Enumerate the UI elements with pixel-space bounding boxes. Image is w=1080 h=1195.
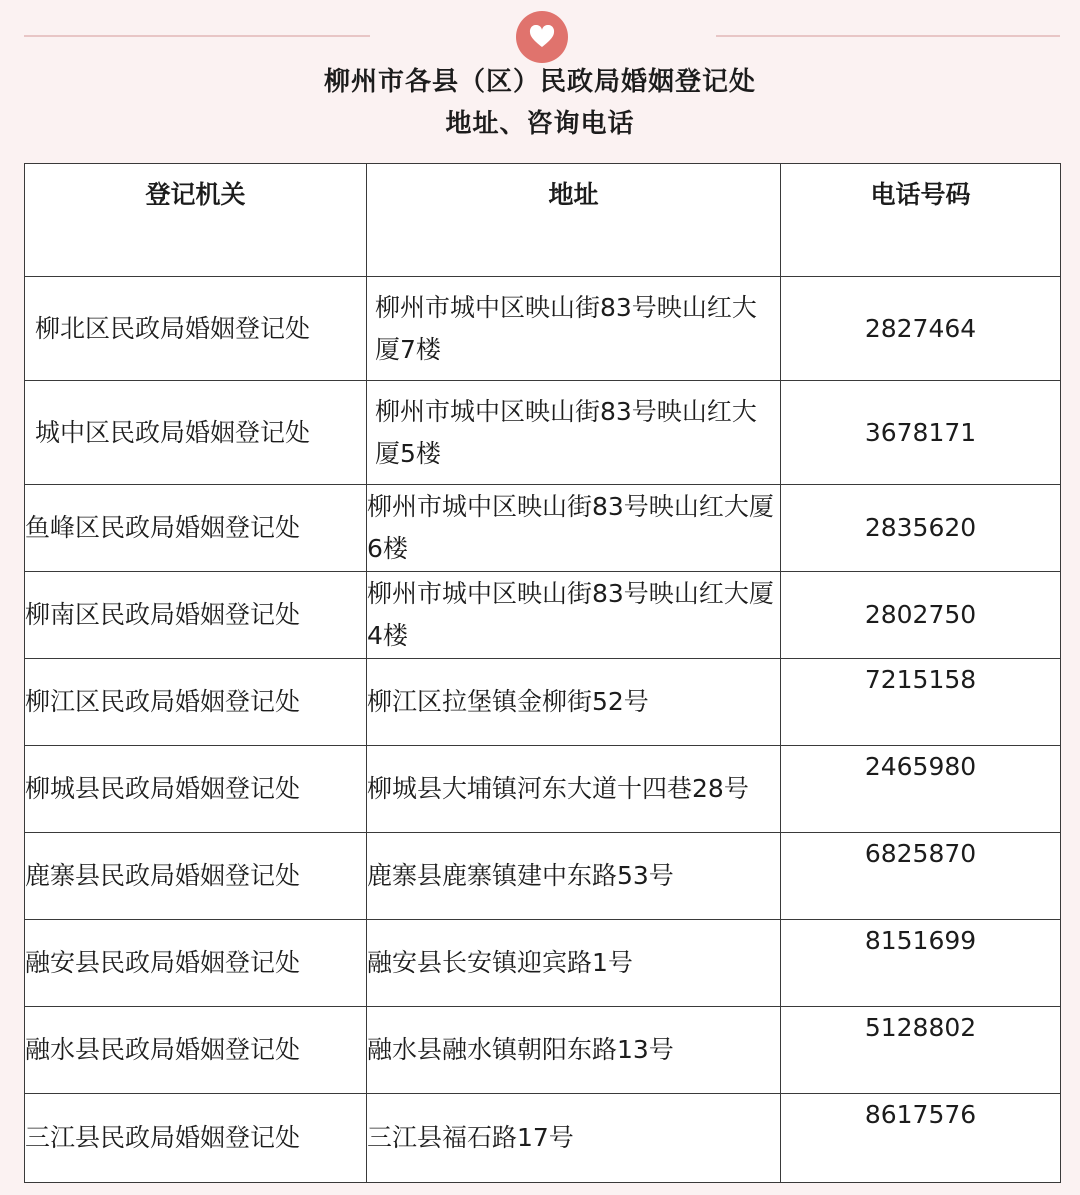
table-row <box>25 659 1061 746</box>
org-cell: 柳北区民政局婚姻登记处 <box>25 277 367 381</box>
table-row <box>25 381 1061 485</box>
address-cell: 融安县长安镇迎宾路1号 <box>367 920 781 1007</box>
address-cell: 融水县融水镇朝阳东路13号 <box>367 1007 781 1094</box>
phone-cell: 5128802 <box>781 1007 1061 1094</box>
header-address: 地址 <box>367 164 781 277</box>
page-subtitle: 地址、咨询电话 <box>445 109 635 139</box>
org-cell: 城中区民政局婚姻登记处 <box>25 381 367 485</box>
phone-cell: 3678171 <box>781 381 1061 485</box>
table-row <box>25 485 1061 572</box>
org-cell: 柳江区民政局婚姻登记处 <box>25 659 367 746</box>
address-cell: 三江县福石路17号 <box>367 1094 781 1183</box>
org-cell: 三江县民政局婚姻登记处 <box>25 1094 367 1183</box>
table-row <box>25 833 1061 920</box>
phone-cell: 8617576 <box>781 1094 1061 1183</box>
phone-cell: 2802750 <box>781 572 1061 659</box>
header-phone: 电话号码 <box>781 164 1061 277</box>
table-row <box>25 572 1061 659</box>
phone-cell: 2835620 <box>781 485 1061 572</box>
header-org: 登记机关 <box>25 164 367 277</box>
phone-cell: 7215158 <box>781 659 1061 746</box>
phone-cell: 2465980 <box>781 746 1061 833</box>
registry-table <box>24 163 1061 1183</box>
table-header-row <box>25 164 1061 277</box>
table-row <box>25 1094 1061 1183</box>
org-cell: 融水县民政局婚姻登记处 <box>25 1007 367 1094</box>
address-cell: 柳城县大埔镇河东大道十四巷28号 <box>367 746 781 833</box>
header-divider-right <box>716 35 1060 37</box>
org-cell: 鹿寨县民政局婚姻登记处 <box>25 833 367 920</box>
table-row <box>25 746 1061 833</box>
address-cell: 柳州市城中区映山街83号映山红大厦6楼 <box>367 485 781 572</box>
address-cell: 柳州市城中区映山街83号映山红大厦7楼 <box>367 277 781 381</box>
table-row <box>25 277 1061 381</box>
address-cell: 柳州市城中区映山街83号映山红大厦4楼 <box>367 572 781 659</box>
page-title: 柳州市各县（区）民政局婚姻登记处 <box>323 67 756 97</box>
org-cell: 柳南区民政局婚姻登记处 <box>25 572 367 659</box>
phone-cell: 2827464 <box>781 277 1061 381</box>
phone-cell: 6825870 <box>781 833 1061 920</box>
org-cell: 融安县民政局婚姻登记处 <box>25 920 367 1007</box>
org-cell: 鱼峰区民政局婚姻登记处 <box>25 485 367 572</box>
heart-badge <box>516 11 568 63</box>
address-cell: 柳州市城中区映山街83号映山红大厦5楼 <box>367 381 781 485</box>
phone-cell: 8151699 <box>781 920 1061 1007</box>
heart-icon <box>529 25 555 49</box>
table-row <box>25 1007 1061 1094</box>
table-row <box>25 920 1061 1007</box>
address-cell: 柳江区拉堡镇金柳街52号 <box>367 659 781 746</box>
org-cell: 柳城县民政局婚姻登记处 <box>25 746 367 833</box>
address-cell: 鹿寨县鹿寨镇建中东路53号 <box>367 833 781 920</box>
header-divider-left <box>24 35 370 37</box>
